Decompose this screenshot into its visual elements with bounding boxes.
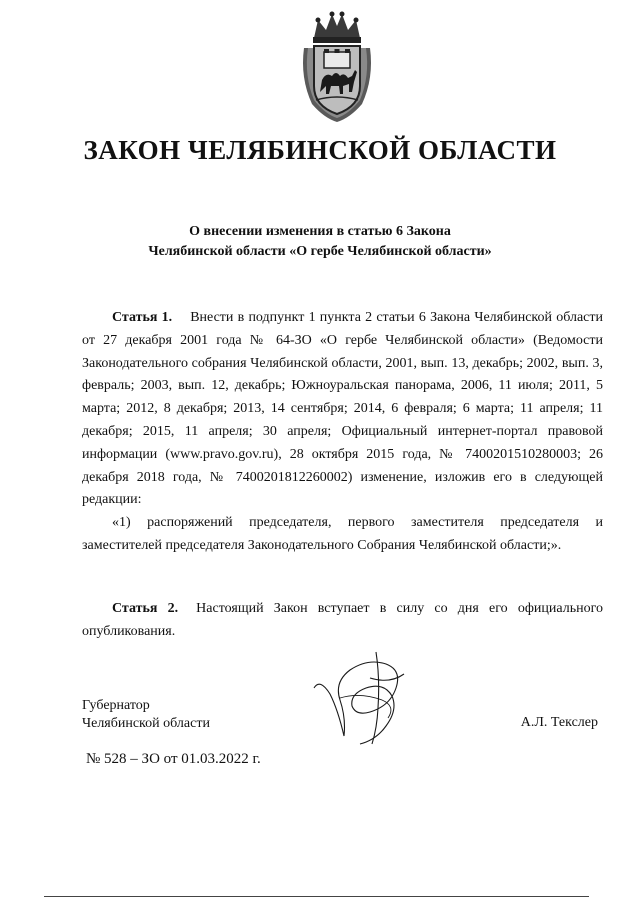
signer-position-line-2: Челябинской области <box>82 716 210 731</box>
signer-position <box>82 697 210 733</box>
article-1-paragraph <box>82 307 603 512</box>
article-2-paragraph <box>82 598 603 644</box>
article-1 <box>82 307 603 558</box>
law-number: № 528 – ЗО от 01.03.2022 г. <box>86 751 261 767</box>
law-title: ЗАКОН ЧЕЛЯБИНСКОЙ ОБЛАСТИ <box>83 135 557 165</box>
article-1-label: Статья 1. <box>112 310 173 325</box>
signer-name: А.Л. Текслер <box>520 715 598 730</box>
handwritten-signature-icon <box>300 648 420 748</box>
article-2 <box>82 598 603 644</box>
subtitle-line-1: О внесении изменения в статью 6 Закона <box>189 224 451 239</box>
subtitle-line-2: Челябинской области «О гербе Челябинской области» <box>148 244 492 259</box>
coat-of-arms-icon <box>298 8 376 124</box>
article-1-quote: «1) распоряжений председателя, первого заместителя председателя и заместителей председателя Законодательного Собрания Челябинской области;». <box>82 515 603 553</box>
bottom-divider <box>44 896 589 897</box>
law-subtitle <box>60 222 580 262</box>
article-2-label: Статья 2. <box>112 601 179 616</box>
article-1-text: Внести в подпункт 1 пункта 2 статьи 6 Закона Челябинской области от 27 декабря 2001 года № 64-ЗО «О гербе Челябинской области» (Ведомости Законодательного собрания Челябинской области, 2001, вып. 13, декабрь; 2002, вып. 3, февраль; 2003, вып. 12, декабрь; Южноуральская панорама, 2006, 11 июля; 2011, 5 марта; 2012, 8 декабря; 2013, 14 сентября; 2014, 6 февраля; 6 марта; 11 апреля; 11 декабря; 2015, 11 апреля; 30 апреля; Официальный интернет-портал правовой информации (www.pravo.gov.ru), 28 октября 2015 года, № 7400201510280003; 26 декабря 2018 года, № 7400201812260002) изменение, изложив его в следующей редакции: <box>82 310 603 508</box>
article-2-text: Настоящий Закон вступает в силу со дня его официального опубликования. <box>82 601 603 639</box>
signer-position-line-1: Губернатор <box>82 698 150 713</box>
